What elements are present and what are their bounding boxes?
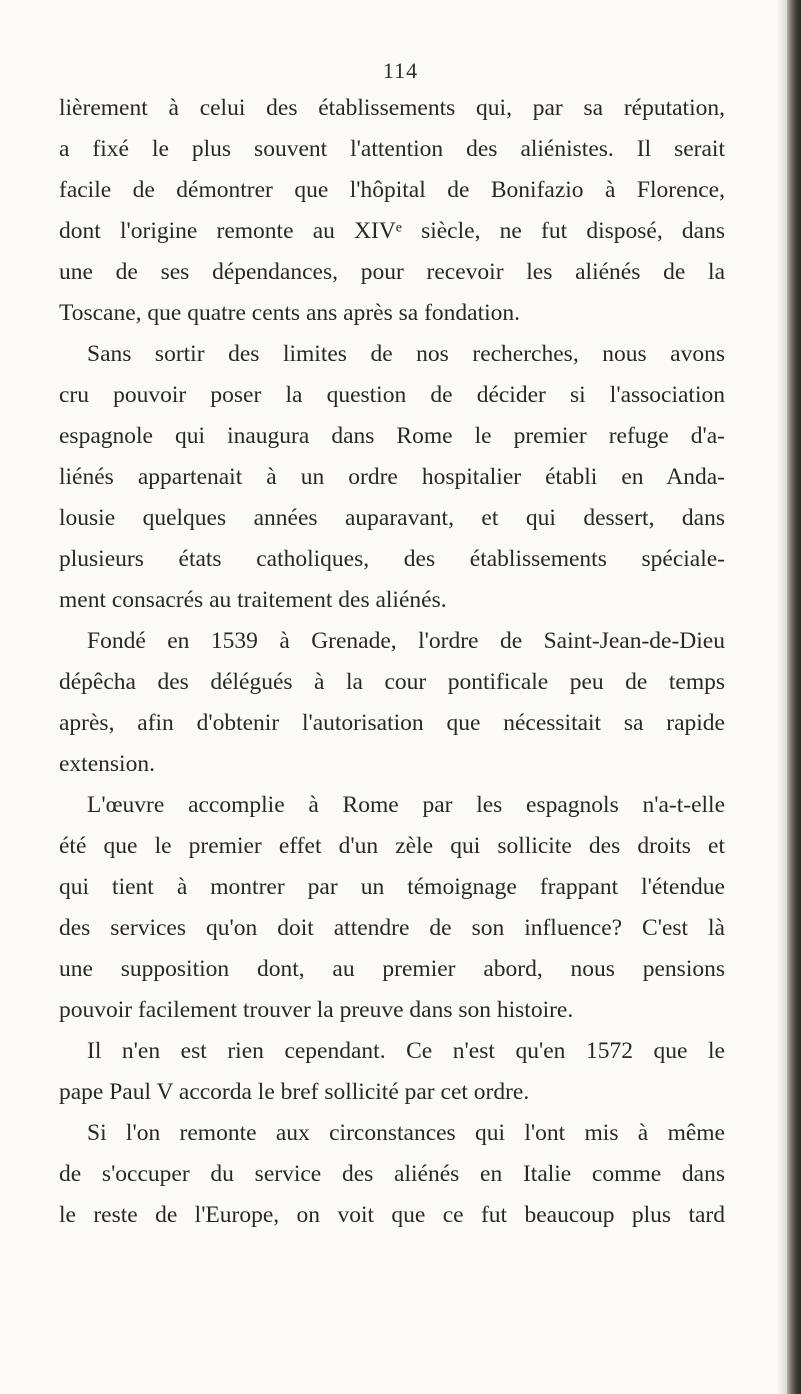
paragraph (59, 785, 725, 1031)
text-line: Il n'en est rien cependant. Ce n'est qu'en 1572 que le (87, 1038, 725, 1064)
text-line: L'œuvre accomplie à Rome par les espagnols n'a-t-elle (87, 792, 725, 818)
text-line: pape Paul V accorda le bref sollicité par cet ordre. (59, 1079, 530, 1105)
text-line: facile de démontrer que l'hôpital de Bonifazio à Florence, (59, 177, 725, 203)
paragraph (59, 1031, 725, 1113)
paragraph (59, 1113, 725, 1236)
text-line: liénés appartenait à un ordre hospitalier établi en Anda- (59, 464, 725, 490)
binding-edge (787, 0, 801, 1394)
text-line: plusieurs états catholiques, des établissements spéciale- (59, 546, 725, 572)
text-line: a fixé le plus souvent l'attention des aliénistes. Il serait (59, 136, 725, 162)
text-line: dont l'origine remonte au XIVᵉ siècle, ne fut disposé, dans (59, 218, 725, 244)
text-line: le reste de l'Europe, on voit que ce fut beaucoup plus tard (59, 1202, 725, 1228)
text-line: des services qu'on doit attendre de son influence? C'est là (59, 915, 725, 941)
text-line: une de ses dépendances, pour recevoir les aliénés de la (59, 259, 725, 285)
paragraph (59, 334, 725, 621)
text-line: une supposition dont, au premier abord, nous pensions (59, 956, 725, 982)
text-line: lousie quelques années auparavant, et qui dessert, dans (59, 505, 725, 531)
text-line: espagnole qui inaugura dans Rome le premier refuge d'a- (59, 423, 725, 449)
paragraph (59, 88, 725, 334)
text-line: Fondé en 1539 à Grenade, l'ordre de Saint-Jean-de-Dieu (87, 628, 725, 654)
paragraph (59, 621, 725, 785)
text-line: ment consacrés au traitement des aliénés. (59, 587, 447, 613)
text-line: cru pouvoir poser la question de décider si l'association (59, 382, 725, 408)
text-line: Sans sortir des limites de nos recherches, nous avons (87, 341, 725, 367)
binding-shadow (777, 0, 787, 1394)
text-line: dépêcha des délégués à la cour pontificale peu de temps (59, 669, 725, 695)
text-line: Si l'on remonte aux circonstances qui l'ont mis à même (87, 1120, 725, 1146)
text-line: de s'occuper du service des aliénés en Italie comme dans (59, 1161, 725, 1187)
text-line: après, afin d'obtenir l'autorisation que nécessitait sa rapide (59, 710, 725, 736)
page-number: 114 (382, 58, 419, 83)
body-text (59, 88, 725, 1236)
text-line: été que le premier effet d'un zèle qui sollicite des droits et (59, 833, 725, 859)
text-line: pouvoir facilement trouver la preuve dans son histoire. (59, 997, 574, 1023)
text-line: qui tient à montrer par un témoignage frappant l'étendue (59, 874, 725, 900)
text-line: extension. (59, 751, 155, 777)
text-line: Toscane, que quatre cents ans après sa fondation. (59, 300, 521, 326)
text-line: lièrement à celui des établissements qui, par sa réputation, (59, 95, 725, 121)
